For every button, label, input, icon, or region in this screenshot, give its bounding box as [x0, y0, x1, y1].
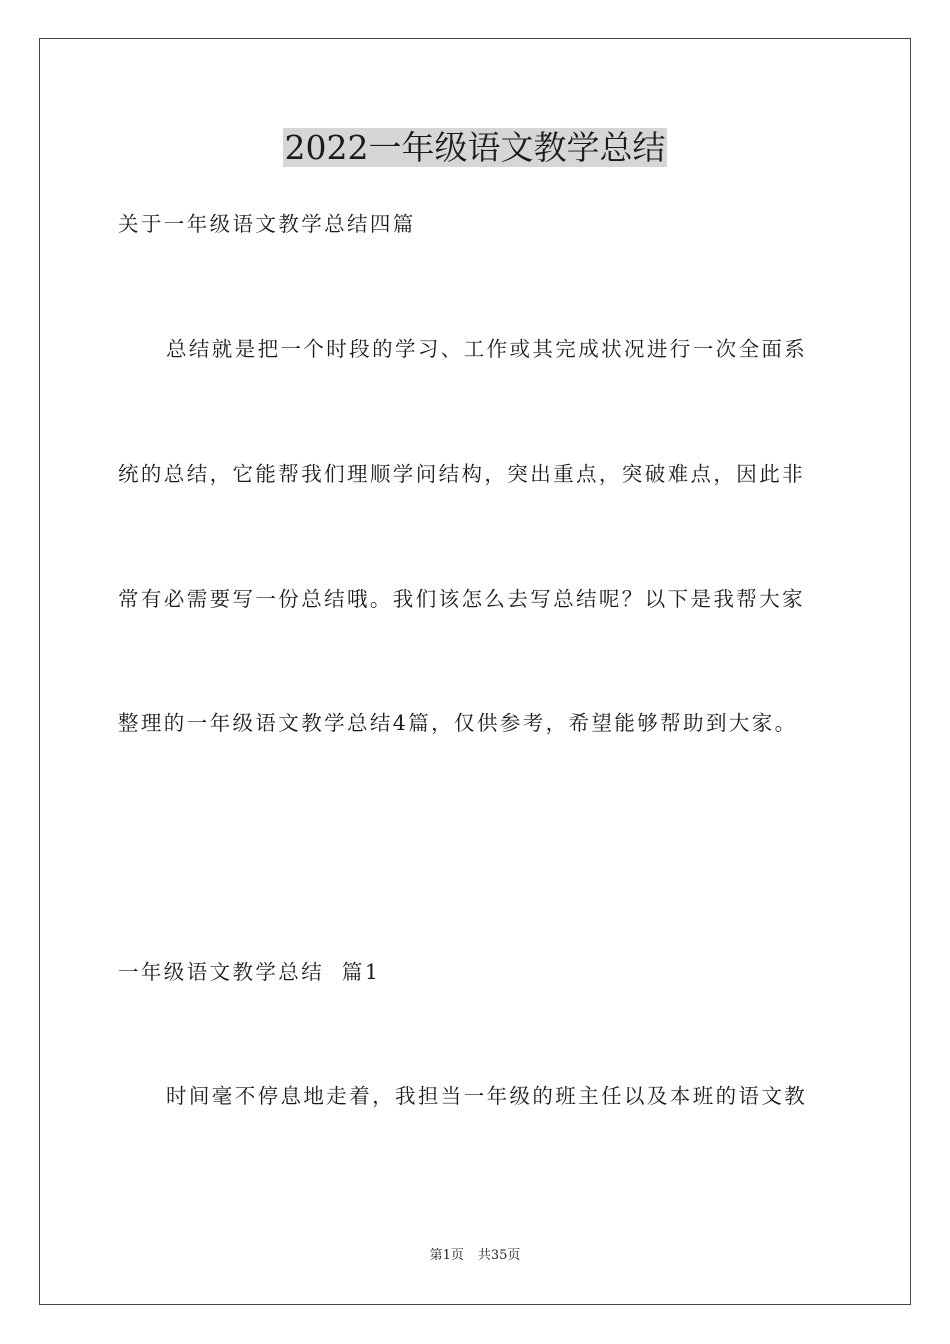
intro-line-4: 整理的一年级语文教学总结4篇，仅供参考，希望能够帮助到大家。	[118, 711, 798, 735]
document-title-text: 2022一年级语文教学总结	[284, 128, 666, 167]
page-footer	[0, 1247, 950, 1265]
section-first-line: 时间毫不停息地走着，我担当一年级的班主任以及本班的语文教	[166, 1084, 808, 1108]
intro-line-3: 常有必需要写一份总结哦。我们该怎么去写总结呢？以下是我帮大家	[118, 587, 805, 611]
intro-line-2: 统的总结，它能帮我们理顺学问结构，突出重点，突破难点，因此非	[118, 462, 805, 486]
intro-line-1: 总结就是把一个时段的学习、工作或其完成状况进行一次全面系	[166, 337, 808, 361]
page-total: 共35页	[477, 1248, 521, 1263]
section-heading: 一年级语文教学总结 篇1	[118, 960, 381, 984]
page-number: 第1页	[429, 1248, 464, 1263]
document-subtitle: 关于一年级语文教学总结四篇	[118, 212, 416, 236]
document-title	[0, 125, 950, 171]
